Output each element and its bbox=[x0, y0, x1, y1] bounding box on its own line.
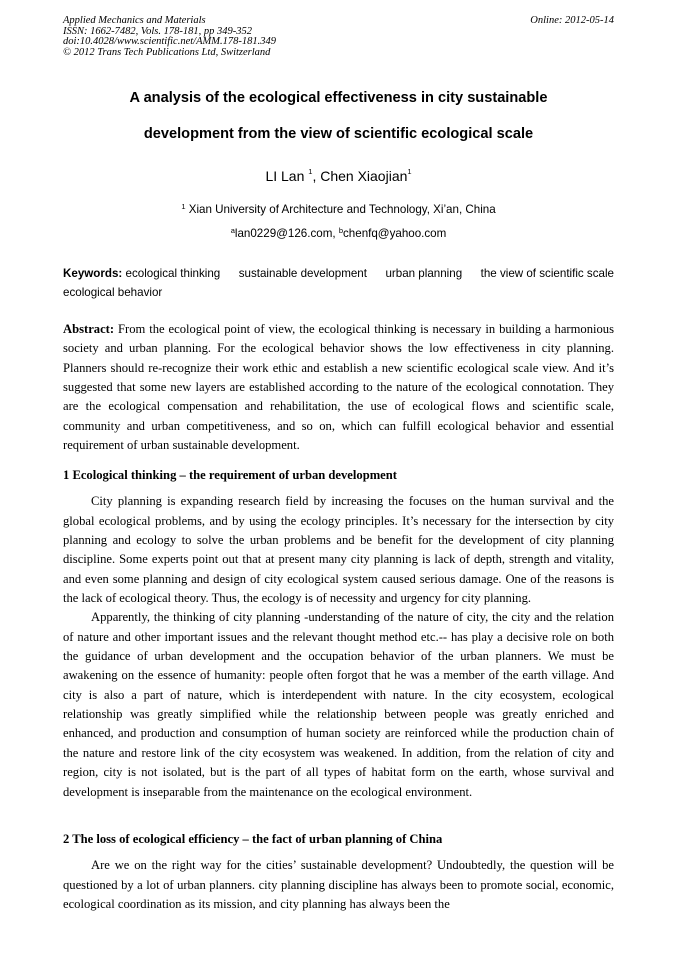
paragraph: Apparently, the thinking of city planning -understanding of the nature of city, the city and the relation of nature and other important issues and the relevant thought method etc.-- has play a decisive role on both the guidance of urban development and the occupation behavior of the urban planners. We must be awakening on the essence of humanity: people often forgot that he was a member of the earth village. And city is also a part of nature, which is interdependent with nature. In the city ecosystem, ecological relationship was greatly simplified while the relationship between people was greatly enriched and enhanced, and production and consumption of human society are reinforced while the production chain of the nature and restore link of the city ecosystem was weakened. In addition, from the relation of city and region, city is not isolated, but is the part of all types of habitat form on the earth, whose survival and development is inseparable from the maintenance on the ecological environment. bbox=[63, 610, 614, 799]
keywords-line-1 bbox=[63, 264, 614, 283]
section-1 bbox=[63, 466, 614, 802]
email-mark: a bbox=[230, 226, 235, 235]
keyword-item: sustainable development bbox=[238, 267, 367, 280]
journal-copyright: © 2012 Trans Tech Publications Ltd, Switzerland bbox=[63, 46, 271, 58]
author-separator: , bbox=[312, 168, 321, 184]
online-date: Online: 2012-05-14 bbox=[530, 15, 614, 26]
email-link[interactable]: chenfq@yahoo.com bbox=[343, 227, 447, 240]
keyword-item: ecological thinking bbox=[125, 267, 221, 280]
author-name: LI Lan bbox=[265, 168, 305, 184]
keyword-item: the view of scientific scale bbox=[480, 267, 614, 280]
affiliation-mark: 1 bbox=[407, 167, 412, 176]
abstract-text: From the ecological point of view, the ecological thinking is necessary in building a harmonious society and urban planning. For the ecological behavior shows the low effectiveness in city planning. Planners should re-recognize their work ethic and establish a new scientific ecological scale view. And it’s suggested that some new layers are established according to the nature of the ecological connotation. They are the ecological compensation and rehabilitation, the use of ecological flows and scientific scale, community and urban competitiveness, and so on, which can fulfill ecological behavior and essential requirement of urban sustainable development. bbox=[63, 322, 614, 453]
journal-name: Applied Mechanics and Materials bbox=[63, 15, 206, 26]
affiliation-mark: 1 bbox=[181, 202, 186, 211]
paragraph: City planning is expanding research field by increasing the focuses on the human survival and the global ecological problems, and by using the ecology principles. It’s necessary for the intersection by city planning and ecology to solve the urban problems and be benefit for the development of city planning discipline. Some experts point out that at present many city planning is lack of depth, strength and vitality, and even some planning and design of city ecological system caused serious damage. One of the reasons is the lack of ecological theory. Thus, the ecology is of necessity and urgency for city planning. bbox=[63, 494, 614, 606]
journal-header bbox=[63, 16, 276, 58]
affiliation bbox=[63, 203, 614, 216]
section-heading: 2 The loss of ecological efficiency – the fact of urban planning of China bbox=[63, 832, 443, 846]
paragraph: Are we on the right way for the cities’ sustainable development? Undoubtedly, the question will be questioned by a lot of urban planners. city planning discipline has always been to promote social, economic, ecological coordination as its mission, and city planning has always been the bbox=[63, 858, 614, 912]
paper-title-line-2: development from the view of scientific ecological scale bbox=[143, 126, 534, 142]
author-emails bbox=[63, 227, 614, 240]
author-name: Chen Xiaojian bbox=[320, 168, 408, 184]
keyword-item: ecological behavior bbox=[63, 286, 163, 299]
abstract-label: Abstract: bbox=[63, 322, 115, 336]
affiliation-mark: 1 bbox=[308, 167, 313, 176]
email-mark: b bbox=[338, 226, 343, 235]
email-link[interactable]: lan0229@126.com bbox=[234, 227, 333, 240]
journal-doi: doi:10.4028/www.scientific.net/AMM.178-181.349 bbox=[63, 36, 276, 47]
author-list bbox=[63, 168, 614, 184]
abstract bbox=[63, 320, 614, 455]
journal-issn: ISSN: 1662-7482, Vols. 178-181, pp 349-352 bbox=[63, 25, 252, 37]
keyword-item: urban planning bbox=[385, 267, 463, 280]
email-separator: , bbox=[332, 227, 339, 240]
paper-title-line-1: A analysis of the ecological effectiveness in city sustainable bbox=[129, 90, 548, 106]
section-2 bbox=[63, 830, 614, 914]
affiliation-text: Xian University of Architecture and Technology, Xi’an, China bbox=[185, 203, 496, 216]
section-heading: 1 Ecological thinking – the requirement of urban development bbox=[63, 468, 397, 482]
keywords-line-2 bbox=[63, 283, 162, 302]
keywords-label: Keywords: bbox=[63, 267, 123, 280]
